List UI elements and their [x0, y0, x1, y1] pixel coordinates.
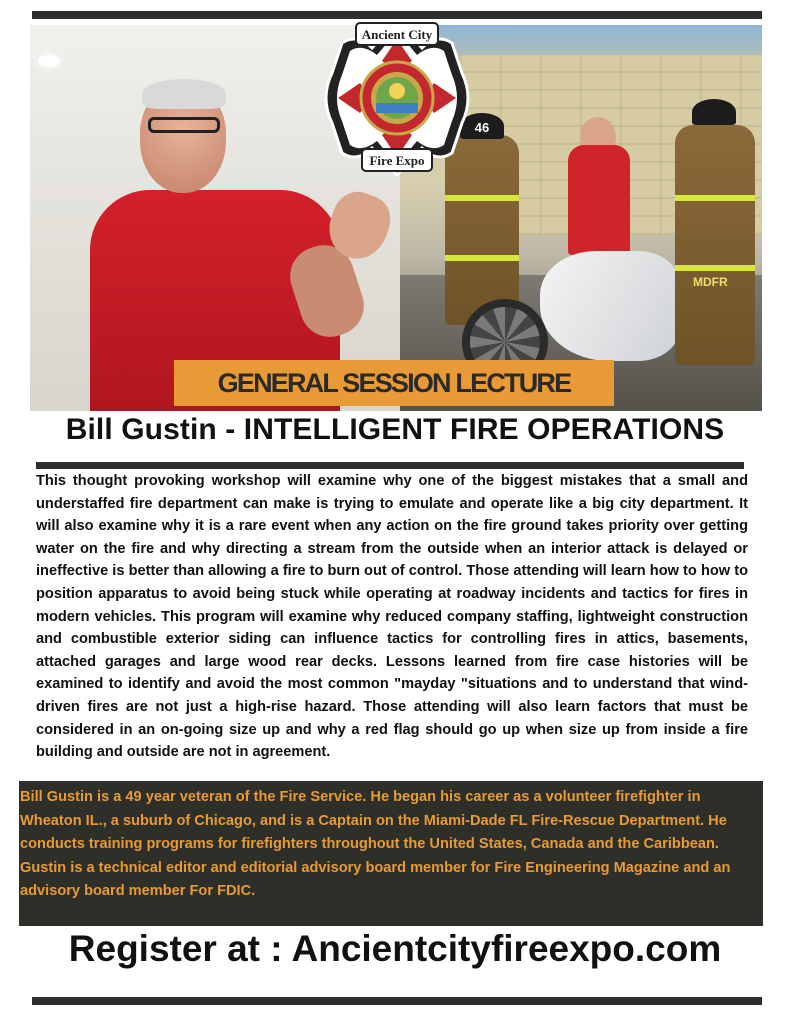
general-session-banner	[174, 360, 614, 406]
firefighter-right-helmet	[692, 99, 736, 125]
page-title: Bill Gustin - INTELLIGENT FIRE OPERATIONS	[65, 413, 725, 446]
title-divider	[36, 462, 744, 469]
smoke-tube	[540, 251, 680, 361]
session-description: This thought provoking workshop will examine why one of the biggest mistakes that a small and understaffed fire department can make is trying to emulate and operate like a big city department. It will also examine why it is a rare event when any action on the fire ground takes priority over getting water on the fire and why directing a stream from the outside when an interior attack is delayed or ineffective is better than allowing a fire to burn out of control. Those attending will learn how to how to position apparatus to avoid being stuck while operating at roadway incidents and tactics for fires in modern vehicles. This program will examine why reduced company staffing, lightweight construction and combustible exterior siding can influence tactics for controlling fires in attics, basements, attached garages and large wood rear decks. Lessons learned from fire case histories will be examined to identify and avoid the most common "mayday "situations and to understand that wind-driven fires are not just a high-rise hazard. Those attending will also learn factors that must be considered in an on-going size up and why a red flag should go up when size up from inside a fire building and outside are not in agreement.	[36, 473, 748, 761]
ceiling-light	[38, 55, 60, 67]
logo-top-text: Ancient City	[361, 27, 433, 42]
firefighter-right	[675, 125, 755, 365]
speaker-glasses	[148, 117, 220, 133]
register-link[interactable]: Register at : Ancientcityfireexpo.com	[68, 928, 722, 969]
speaker-bio: Bill Gustin is a 49 year veteran of the Fire Service. He began his career as a volunteer firefighter in Wheaton IL., a suburb of Chicago, and is a Captain on the Miami-Dade FL Fire-Rescue Department. He conducts training programs for firefighters throughout the United States, Canada and the Caribbean. Gustin is a technical editor and editorial advisory board member for Fire Engineering Magazine and an advisory board member For FDIC.	[20, 789, 731, 900]
banner-label: GENERAL SESSION LECTURE	[217, 367, 571, 398]
helmet-number: 46	[474, 120, 490, 135]
ancient-city-fire-expo-logo	[312, 13, 482, 183]
logo-bottom-text: Fire Expo	[369, 153, 425, 168]
instructor-red-shirt	[568, 145, 630, 255]
speaker-hair	[142, 79, 226, 109]
coat-label: MDFR	[693, 275, 728, 289]
bottom-divider	[32, 997, 762, 1005]
